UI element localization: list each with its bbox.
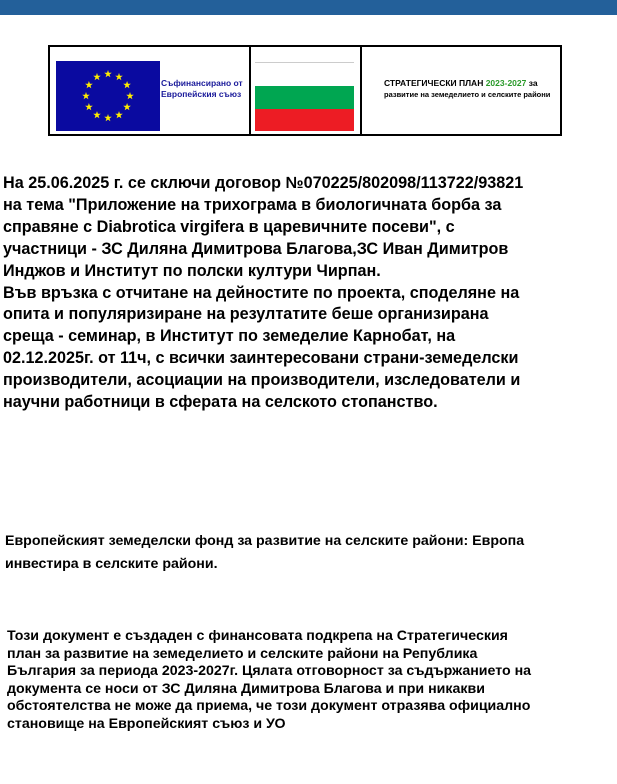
star-icon [85,103,93,110]
top-bar [0,0,617,15]
star-icon [104,114,112,121]
star-icon [126,92,134,99]
fund-line: Европейският земеделски фонд за развитие на селските райони: Европа [5,533,525,549]
fund-slogan [5,530,524,576]
announcement-line: справяне с Diabrotica virgifera в царевичните посеви", с [3,217,455,236]
fund-line: инвестира в селските райони. [5,556,218,572]
eu-cofunded-text: Съфинансирано от Европейския съюз [161,78,243,99]
announcement-line: Инджов и Институт по полски култури Чирпан. [3,261,381,280]
disclaimer-line: документа се носи от ЗС Диляна Димитрова Благова и при никакви [7,680,485,697]
eu-cell [50,47,251,134]
star-icon [123,103,131,110]
star-icon [104,70,112,77]
announcement-line: на тема "Приложение на трихограма в биологичната борба за [3,195,502,214]
eu-flag-icon [56,61,160,131]
star-icon [115,111,123,118]
announcement-line: участници - ЗС Диляна Димитрова Благова,ЗС Иван Димитров [3,239,509,258]
announcement-line: среща - семинар, в Институт по земеделие Карнобат, на [3,327,456,346]
bulgaria-cell [251,47,362,134]
announcement-line: На 25.06.2025 г. се сключи договор №070225/802098/113722/93821 [3,174,524,192]
strategic-plan-text: СТРАТЕГИЧЕСКИ ПЛАН 2023-2027 за развитие на земеделието и селските райони [384,78,551,99]
announcement-line: опита и популяризиране на резултатите беше организирана [3,305,489,324]
disclaimer-line: план за развитие на земеделието и селските райони на Република [7,645,478,662]
announcement-line: 02.12.2025г. от 11ч, с всички заинтересовани страни-земеделски [3,349,519,368]
disclaimer-text [7,628,531,734]
bulgaria-flag-icon [255,86,354,131]
star-icon [115,73,123,80]
disclaimer-line: България за периода 2023-2027г. Цялата отговорност за съдържанието на [7,663,532,680]
star-icon [85,81,93,88]
star-icon [93,73,101,80]
disclaimer-line: становище на Европейският съюз и УО [7,715,286,732]
strategic-plan-cell [362,47,560,134]
disclaimer-line: обстоятелства не може да приема, че този документ отразява официално [7,698,531,715]
disclaimer-line: Този документ е създаден с финансовата подкрепа на Стратегическия [7,628,508,644]
star-icon [93,111,101,118]
star-icon [82,92,90,99]
logo-banner [48,45,562,136]
announcement-line: научни работници в сферата на селското стопанство. [3,393,438,412]
announcement-line: производители, асоциации на производители, изследователи и [3,371,521,390]
star-icon [123,81,131,88]
announcement-line: Във връзка с отчитане на дейностите по проекта, споделяне на [3,283,520,302]
announcement-text [3,173,523,414]
